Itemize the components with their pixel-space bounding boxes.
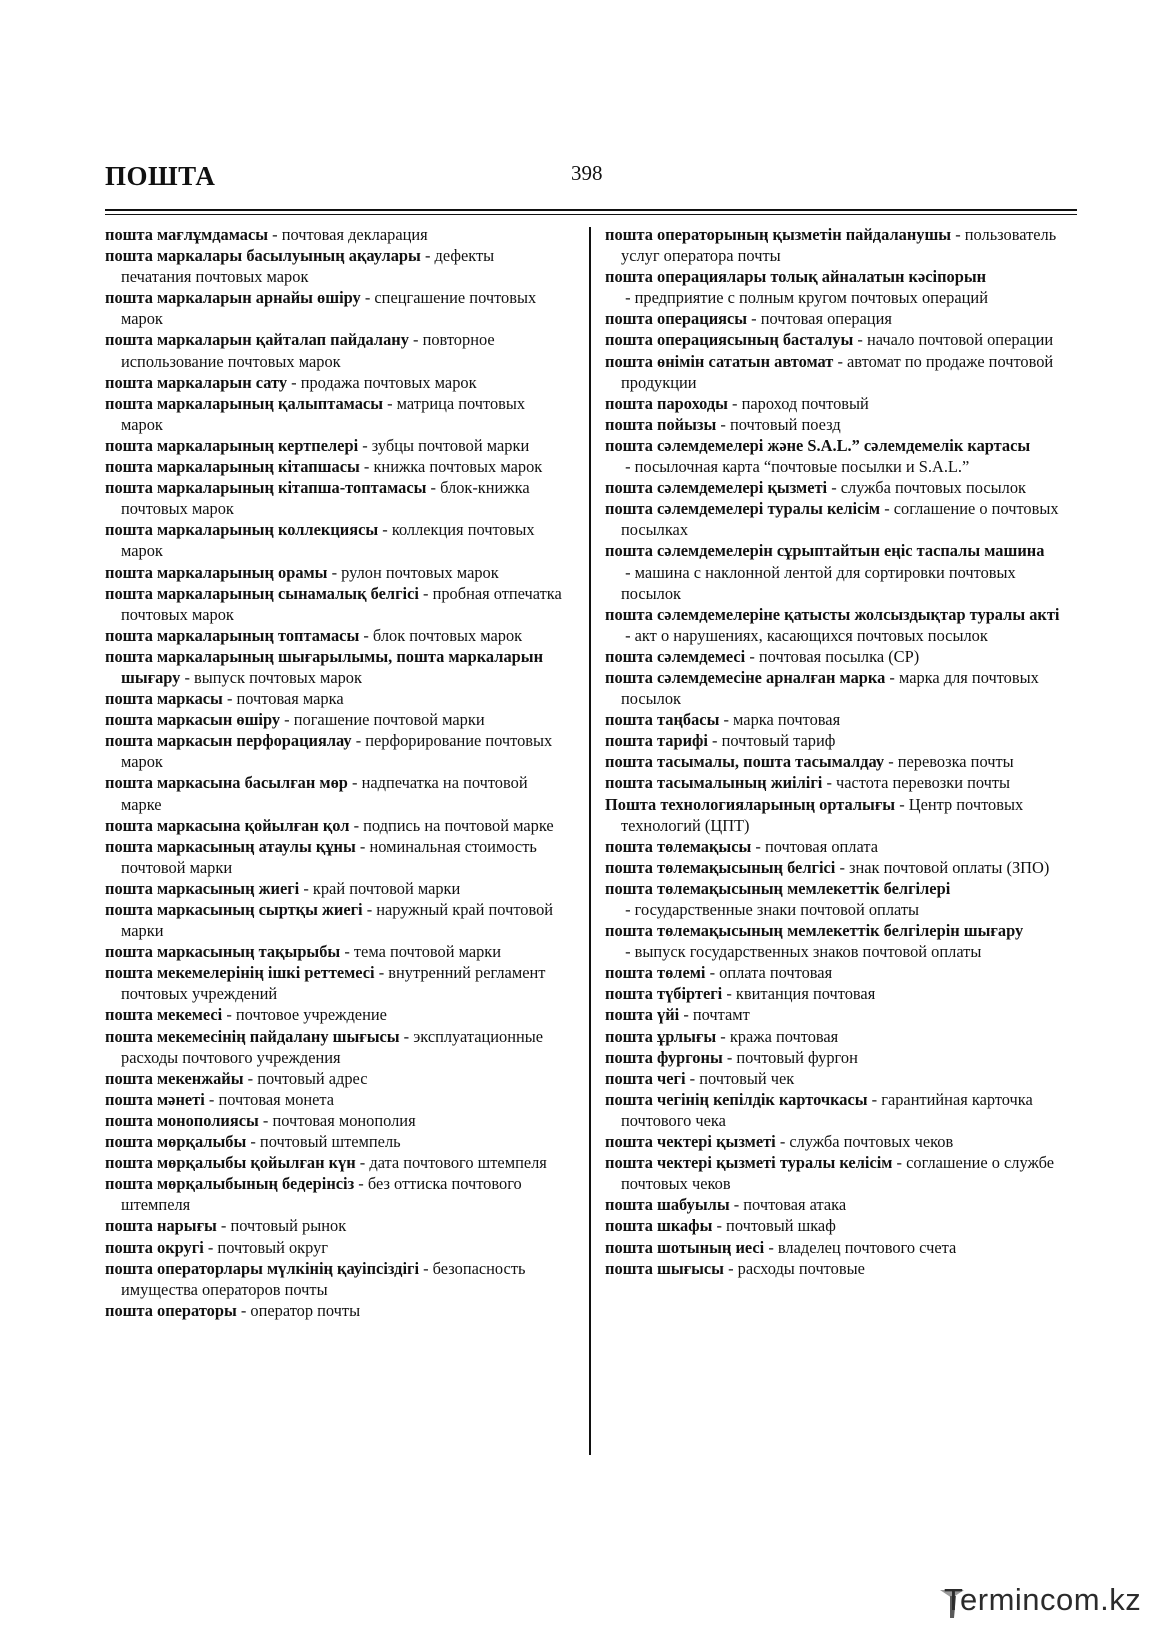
entry-separator: - — [747, 309, 761, 329]
entry-term: пошта маркасын перфорациялау — [105, 731, 352, 751]
entry-separator: - — [885, 667, 899, 687]
dictionary-entry — [605, 730, 1075, 751]
entry-translation: частота перевозки почты — [836, 773, 1011, 793]
entry-term: пошта маркасының сыртқы жиегі — [105, 900, 363, 919]
entry-translation: продажа почтовых марок — [300, 372, 477, 392]
entry-term: пошта операторлары мүлкінің қауіпсіздігі — [105, 1258, 420, 1278]
entry-term: пошта маркасының тақырыбы — [105, 942, 341, 962]
entry-translation: почтовая монета — [218, 1089, 335, 1109]
entry-term: пошта нарығы — [105, 1216, 217, 1236]
dictionary-entry — [105, 583, 565, 625]
entry-term: пошта төлемақысының мемлекеттік белгілерін шығару — [605, 921, 1024, 941]
entry-term: пошта сәлемдемесіне арналған марка — [605, 667, 886, 687]
dictionary-entry — [105, 372, 565, 393]
entry-term: пошта үйі — [605, 1005, 680, 1025]
dictionary-entry — [105, 815, 565, 836]
entry-term: пошта өнімін сататын автомат — [605, 351, 834, 371]
entry-term: пошта маркаларының шығарылымы, пошта маркаларын шығару — [105, 646, 544, 687]
dictionary-entry — [105, 730, 565, 772]
entry-translation: спецгашение почтовых марок — [121, 288, 537, 329]
entry-translation: предприятие с полным кругом почтовых операций — [634, 288, 988, 308]
entry-term: пошта маркаларын сату — [105, 372, 288, 392]
entry-translation: соглашение о почтовых посылках — [621, 499, 1059, 540]
entry-term: пошта мағлұмдамасы — [105, 225, 269, 244]
entry-translation: почтовая марка — [236, 689, 344, 709]
dictionary-entry — [105, 878, 565, 899]
entry-translation: почтовый адрес — [257, 1068, 368, 1088]
entry-separator: - — [362, 900, 377, 919]
dictionary-entry — [105, 1215, 565, 1236]
entry-separator: - — [351, 731, 366, 751]
dictionary-entry — [605, 1237, 1075, 1258]
dictionary-entry — [105, 456, 565, 477]
entry-translation: погашение почтовой марки — [293, 710, 485, 730]
entry-translation: без оттиска почтового штемпеля — [121, 1174, 522, 1215]
entry-term: пошта маркасының жиегі — [105, 878, 300, 898]
entry-translation: почтовый чек — [699, 1068, 795, 1088]
entry-separator: - — [707, 731, 722, 751]
dictionary-entry — [105, 562, 565, 583]
entry-term: пошта мөрқалыбы қойылған күн — [105, 1153, 356, 1173]
entry-separator: - — [867, 1089, 882, 1109]
dictionary-entry — [605, 646, 1075, 667]
entry-term: Пошта технологияларының орталығы — [605, 794, 896, 814]
entry-separator: - — [359, 625, 373, 645]
entry-separator: - — [835, 857, 850, 877]
dictionary-entry — [105, 519, 565, 561]
dictionary-entry — [105, 1004, 565, 1025]
entry-separator: - — [222, 689, 237, 709]
entry-translation: почтовый штемпель — [259, 1132, 401, 1152]
dictionary-entry — [605, 962, 1075, 983]
entry-term: пошта чегінің кепілдік карточкасы — [605, 1089, 868, 1109]
dictionary-entry — [605, 1194, 1075, 1215]
entry-separator: - — [399, 1026, 414, 1046]
entry-separator: - — [685, 1068, 700, 1088]
entry-term: пошта операторының қызметін пайдаланушы — [605, 225, 952, 244]
dictionary-entry — [105, 393, 565, 435]
entry-translation: служба почтовых посылок — [840, 478, 1026, 498]
dictionary-entry — [105, 1237, 565, 1258]
entry-separator: - — [822, 773, 836, 793]
entry-term: пошта операциясының басталуы — [605, 330, 854, 350]
entry-term: пошта операциясы — [605, 309, 748, 329]
dictionary-entry — [605, 1152, 1075, 1194]
entry-term: пошта маркаларының кертпелері — [105, 435, 359, 455]
dictionary-entry — [605, 1047, 1075, 1068]
entry-separator: - — [895, 794, 909, 814]
entry-translation: повторное использование почтовых марок — [121, 330, 495, 371]
entry-separator: - — [880, 499, 894, 519]
entry-separator: - — [621, 900, 635, 919]
dictionary-entry — [105, 435, 565, 456]
entry-term: пошта тасымалының жиілігі — [605, 773, 823, 793]
entry-translation: дата почтового штемпеля — [369, 1153, 547, 1173]
entry-translation: оплата почтовая — [719, 963, 833, 983]
entry-translation: почтовый округ — [217, 1237, 329, 1257]
dictionary-entry — [105, 962, 565, 1004]
entry-separator: - — [418, 583, 433, 603]
entry-separator: - — [716, 1026, 730, 1046]
entry-separator: - — [722, 1047, 737, 1067]
entry-term: пошта мекемелерінің ішкі реттемесі — [105, 963, 375, 983]
dictionary-entry — [605, 351, 1075, 393]
entry-separator: - — [347, 773, 362, 793]
entry-separator: - — [203, 1237, 218, 1257]
entry-translation: владелец почтового счета — [777, 1237, 957, 1257]
entry-separator: - — [258, 1110, 273, 1130]
entry-separator: - — [892, 1153, 907, 1173]
entry-separator: - — [712, 1216, 727, 1236]
entry-translation: безопасность имущества операторов почты — [121, 1258, 526, 1299]
dictionary-entry — [105, 688, 565, 709]
entry-separator: - — [751, 836, 765, 856]
entry-separator: - — [349, 815, 364, 835]
entry-term: пошта төлемі — [605, 963, 706, 983]
dictionary-entry — [605, 414, 1075, 435]
entry-translation: почтовый тариф — [721, 731, 836, 751]
dictionary-entry — [605, 393, 1075, 414]
entry-term: пошта мекемесінің пайдалану шығысы — [105, 1026, 400, 1046]
entry-separator: - — [722, 984, 736, 1004]
entry-term: пошта мекенжайы — [105, 1068, 244, 1088]
entry-separator: - — [833, 351, 848, 371]
dictionary-entry — [105, 1089, 565, 1110]
entry-separator: - — [204, 1089, 219, 1109]
dictionary-entry — [605, 1026, 1075, 1047]
entry-separator: - — [621, 625, 635, 645]
entry-translation: почтовая оплата — [764, 836, 878, 856]
entry-separator: - — [716, 414, 730, 434]
entry-term: пошта операциялары толық айналатын кәсіпорын — [605, 267, 987, 287]
entry-translation: блок-книжка почтовых марок — [121, 478, 530, 519]
entry-term: пошта маркалары басылуының ақаулары — [105, 246, 421, 266]
entry-translation: почтамт — [692, 1005, 750, 1025]
entry-separator: - — [853, 330, 867, 350]
dictionary-entry — [605, 878, 1075, 920]
dictionary-entry — [605, 435, 1075, 477]
header-rule-thin — [105, 214, 1077, 215]
entry-translation: почтовое учреждение — [235, 1005, 387, 1025]
entry-translation: знак почтовой оплаты (ЗПО) — [849, 857, 1050, 877]
dictionary-entry — [105, 625, 565, 646]
entry-separator: - — [621, 562, 635, 582]
entry-separator: - — [727, 393, 742, 413]
column-divider — [589, 227, 591, 1455]
dictionary-entry — [605, 709, 1075, 730]
entry-term: пошта маркаларын қайталап пайдалану — [105, 330, 409, 350]
entry-term: пошта маркаларын арнайы өшіру — [105, 288, 361, 308]
dictionary-entry — [605, 983, 1075, 1004]
entry-separator: - — [951, 225, 965, 244]
entry-term: пошта сәлемдемелері туралы келісім — [605, 499, 881, 519]
dictionary-entry — [605, 794, 1075, 836]
entry-translation: почтовая операция — [760, 309, 892, 329]
entry-term: пошта сәлемдемелері және S.A.L.” сәлемдемелік картасы — [605, 435, 1031, 455]
entry-translation: марка для почтовых посылок — [621, 667, 1039, 709]
entry-translation: почтовая декларация — [281, 225, 428, 244]
entry-term: пошта пароходы — [605, 393, 728, 413]
entry-translation: гарантийная карточка почтового чека — [621, 1089, 1033, 1130]
dictionary-entry — [605, 266, 1075, 308]
entry-term: пошта маркасын өшіру — [105, 710, 281, 730]
termincom-logo — [944, 1582, 1149, 1624]
entry-term: пошта чегі — [605, 1068, 686, 1088]
entry-separator: - — [705, 963, 720, 983]
entry-translation: книжка почтовых марок — [373, 457, 543, 477]
entry-term: пошта маркаларының топтамасы — [105, 625, 360, 645]
entry-translation: оператор почты — [250, 1300, 361, 1320]
entry-translation: почтовая посылка (СР) — [758, 646, 920, 666]
dictionary-entry — [105, 941, 565, 962]
entry-separator: - — [236, 1300, 251, 1320]
entry-translation: почтовый поезд — [729, 414, 841, 434]
entry-term: пошта мәнеті — [105, 1089, 205, 1109]
dictionary-entry — [605, 604, 1075, 646]
entry-translation: соглашение о службе почтовых чеков — [621, 1153, 1054, 1194]
dictionary-entry — [105, 1152, 565, 1173]
entry-translation: почтовая атака — [743, 1195, 847, 1215]
entry-translation: зубцы почтовой марки — [371, 435, 530, 455]
page-header — [105, 155, 1075, 210]
entry-separator: - — [383, 393, 397, 413]
dictionary-entry — [605, 498, 1075, 540]
entry-translation: надпечатка на почтовой марке — [121, 773, 528, 814]
entry-translation: перфорирование почтовых марок — [121, 731, 553, 772]
entry-term: пошта маркаларының қалыптамасы — [105, 393, 383, 413]
entry-term: пошта таңбасы — [605, 710, 720, 730]
entry-separator: - — [355, 1153, 370, 1173]
entry-separator: - — [719, 710, 734, 730]
dictionary-entry — [605, 1089, 1075, 1131]
entry-term: пошта маркасы — [105, 689, 223, 709]
entry-separator: - — [355, 836, 370, 856]
entry-separator: - — [243, 1068, 258, 1088]
dictionary-entry — [105, 1173, 565, 1215]
dictionary-entry — [605, 540, 1075, 603]
dictionary-entry — [105, 329, 565, 371]
entry-separator: - — [374, 963, 389, 983]
dictionary-entry — [605, 477, 1075, 498]
entry-separator: - — [621, 288, 635, 308]
entry-term: пошта маркаларының кітапшасы — [105, 457, 360, 477]
entry-term: пошта маркаларының орамы — [105, 562, 328, 582]
entry-translation: край почтовой марки — [312, 878, 461, 898]
entry-term: пошта округі — [105, 1237, 204, 1257]
entry-term: пошта сәлемдемелерін сұрыптайтын еңіс таспалы машина — [605, 541, 1045, 561]
entry-separator: - — [340, 942, 354, 962]
entry-translation: тема почтовой марки — [353, 942, 502, 962]
dictionary-entry — [105, 224, 565, 245]
entry-separator: - — [621, 942, 635, 962]
section-title: ПОШТА — [105, 161, 216, 191]
dictionary-entry — [105, 477, 565, 519]
entry-translation: матрица почтовых марок — [121, 393, 526, 434]
entry-term: пошта маркасына қойылған қол — [105, 815, 350, 835]
entry-translation: рулон почтовых марок — [341, 562, 499, 582]
entry-translation: начало почтовой операции — [866, 330, 1054, 350]
entry-separator: - — [180, 667, 195, 687]
entry-separator: - — [679, 1005, 693, 1025]
dictionary-entry — [105, 836, 565, 878]
entry-term: пошта маркаларының сынамалық белгісі — [105, 583, 419, 603]
entry-separator: - — [378, 520, 392, 540]
header-rule-thick — [105, 209, 1077, 211]
entry-translation: перевозка почты — [897, 752, 1014, 772]
entry-term: пошта төлемақысының мемлекеттік белгілері — [605, 878, 951, 898]
entry-separator: - — [775, 1132, 790, 1152]
entry-term: пошта шығысы — [605, 1258, 724, 1278]
entry-term: пошта чектері қызметі туралы келісім — [605, 1153, 893, 1173]
entry-term: пошта тасымалы, пошта тасымалдау — [605, 752, 885, 772]
dictionary-entry — [105, 1026, 565, 1068]
entry-term: пошта операторы — [105, 1300, 237, 1320]
entry-translation: Центр почтовых технологий (ЦПТ) — [621, 794, 1024, 835]
entry-separator: - — [246, 1132, 260, 1152]
entry-separator: - — [723, 1258, 738, 1278]
entry-term: пошта сәлемдемесі — [605, 646, 746, 666]
entry-translation: пробная отпечатка почтовых марок — [121, 583, 562, 624]
entry-separator: - — [827, 478, 841, 498]
dictionary-entry — [605, 1131, 1075, 1152]
entry-translation: выпуск государственных знаков почтовой оплаты — [634, 942, 982, 962]
dictionary-entry — [105, 899, 565, 941]
entry-translation: подпись на почтовой марке — [363, 815, 554, 835]
entry-translation: посылочная карта “почтовые посылки и S.A.L.” — [634, 457, 970, 477]
entry-translation: эксплуатационные расходы почтового учреждения — [121, 1026, 544, 1067]
entry-term: пошта чектері қызметі — [605, 1132, 776, 1152]
entry-translation: почтовый фургон — [736, 1047, 858, 1067]
entry-translation: номинальная стоимость почтовой марки — [121, 836, 537, 877]
entry-separator: - — [299, 878, 313, 898]
entry-separator: - — [745, 646, 759, 666]
dictionary-entry — [605, 1258, 1075, 1279]
entry-separator: - — [359, 457, 374, 477]
entry-translation: расходы почтовые — [737, 1258, 865, 1278]
entry-separator: - — [408, 330, 423, 350]
entry-translation: выпуск почтовых марок — [194, 667, 362, 687]
entry-separator: - — [222, 1005, 236, 1025]
left-column — [105, 224, 565, 1321]
dictionary-entry — [605, 308, 1075, 329]
entry-separator: - — [621, 457, 635, 477]
entry-translation: наружный край почтовой марки — [121, 900, 554, 941]
dictionary-entry — [605, 836, 1075, 857]
entry-translation: почтовая монополия — [272, 1110, 416, 1130]
entry-term: пошта шотының иесі — [605, 1237, 765, 1257]
entry-term: пошта түбіртегі — [605, 984, 723, 1004]
dictionary-entry — [105, 772, 565, 814]
entry-term: пошта мөрқалыбының бедерінсіз — [105, 1174, 355, 1194]
dictionary-entry — [605, 920, 1075, 962]
entry-translation: автомат по продаже почтовой продукции — [621, 351, 1054, 392]
entry-term: пошта маркаларының коллекциясы — [105, 520, 379, 540]
entry-separator: - — [287, 372, 301, 392]
dictionary-entry — [105, 1300, 565, 1321]
entry-separator: - — [216, 1216, 231, 1236]
entry-translation: кража почтовая — [729, 1026, 839, 1046]
dictionary-entry — [105, 245, 565, 287]
entry-separator: - — [358, 435, 372, 455]
entry-translation: пользователь услуг оператора почты — [621, 225, 1057, 266]
entry-term: пошта пойызы — [605, 414, 717, 434]
entry-term: пошта маркаларының кітапша-топтамасы — [105, 478, 427, 498]
entry-term: пошта ұрлығы — [605, 1026, 717, 1046]
entry-term: пошта мекемесі — [105, 1005, 223, 1025]
dictionary-entry — [105, 1258, 565, 1300]
entry-translation: внутренний регламент почтовых учреждений — [121, 963, 546, 1004]
entry-separator: - — [280, 710, 294, 730]
entry-separator: - — [419, 1258, 433, 1278]
entry-separator: - — [354, 1174, 368, 1194]
entry-separator: - — [764, 1237, 778, 1257]
entry-term: пошта шабуылы — [605, 1195, 730, 1215]
entry-separator: - — [268, 225, 282, 244]
entry-translation: служба почтовых чеков — [789, 1132, 954, 1152]
page-number: 398 — [571, 161, 603, 185]
entry-translation: государственные знаки почтовой оплаты — [634, 900, 920, 919]
dictionary-entry — [105, 646, 565, 688]
entry-term: пошта маркасына басылған мөр — [105, 773, 348, 793]
dictionary-entry — [105, 287, 565, 329]
entry-term: пошта төлемақысы — [605, 836, 752, 856]
entry-translation: пароход почтовый — [741, 393, 869, 413]
entry-translation: акт о нарушениях, касающихся почтовых посылок — [634, 625, 988, 645]
dictionary-entry — [605, 751, 1075, 772]
entry-separator: - — [426, 478, 441, 498]
dictionary-entry — [605, 667, 1075, 709]
entry-translation: почтовый шкаф — [726, 1216, 836, 1236]
entry-separator: - — [729, 1195, 744, 1215]
watermark-text: Termincom.kz — [944, 1582, 1142, 1617]
entry-translation: квитанция почтовая — [735, 984, 876, 1004]
dictionary-entry — [605, 224, 1075, 266]
dictionary-entry — [605, 1004, 1075, 1025]
entry-translation: дефекты печатания почтовых марок — [121, 246, 495, 287]
right-column — [605, 224, 1075, 1279]
entry-term: пошта төлемақысының белгісі — [605, 857, 836, 877]
entry-term: пошта тарифі — [605, 731, 708, 751]
entry-term: пошта мөрқалыбы — [105, 1132, 247, 1152]
entry-translation: машина с наклонной лентой для сортировки почтовых посылок — [621, 562, 1016, 603]
dictionary-entry — [605, 1215, 1075, 1236]
entry-translation: почтовый рынок — [230, 1216, 347, 1236]
dictionary-entry — [105, 1110, 565, 1131]
entry-term: пошта маркасының атаулы құны — [105, 836, 356, 856]
entry-separator: - — [884, 752, 898, 772]
dictionary-entry — [105, 1068, 565, 1089]
dictionary-entry — [605, 329, 1075, 350]
entry-translation: коллекция почтовых марок — [121, 520, 535, 561]
dictionary-entry — [605, 1068, 1075, 1089]
entry-separator: - — [420, 246, 435, 266]
entry-term: пошта сәлемдемелеріне қатысты жолсыздықтар туралы акті — [605, 604, 1060, 624]
entry-translation: марка почтовая — [733, 710, 841, 730]
entry-translation: блок почтовых марок — [372, 625, 523, 645]
entry-separator: - — [327, 562, 342, 582]
entry-term: пошта шкафы — [605, 1216, 713, 1236]
dictionary-entry — [105, 709, 565, 730]
entry-term: пошта сәлемдемелері қызметі — [605, 478, 828, 498]
entry-term: пошта монополиясы — [105, 1110, 259, 1130]
dictionary-entry — [605, 857, 1075, 878]
dictionary-entry — [105, 1131, 565, 1152]
entry-separator: - — [360, 288, 375, 308]
entry-term: пошта фургоны — [605, 1047, 723, 1067]
dictionary-entry — [605, 772, 1075, 793]
